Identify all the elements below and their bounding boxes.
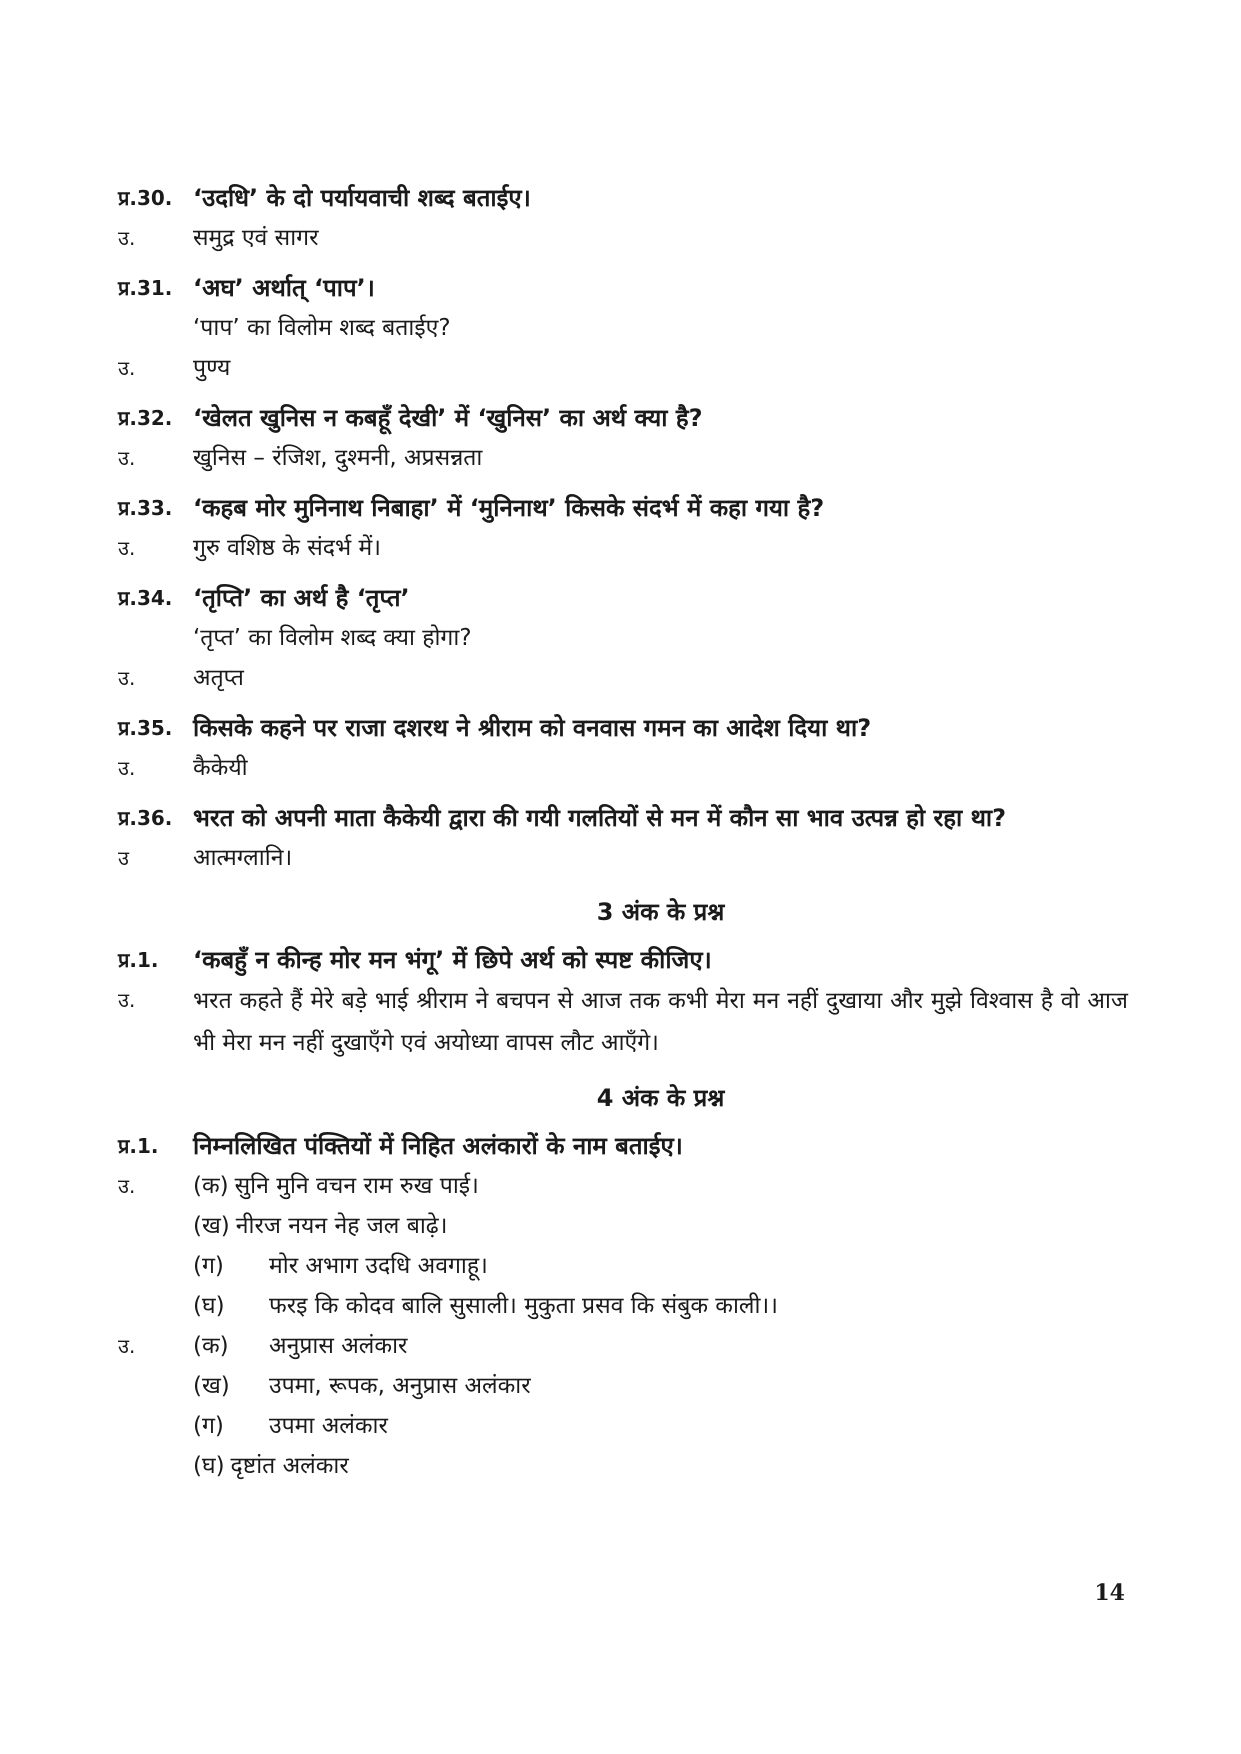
answer-list <box>193 1326 1128 1486</box>
content <box>118 178 1128 1496</box>
question-text: ‘खेलत खुनिस न कबहूँ देखी’ में ‘खुनिस’ का अर्थ क्या है? <box>193 404 703 432</box>
answer-item-label: (क) <box>193 1333 229 1359</box>
question-subtext: ‘तृप्त’ का विलोम शब्द क्या होगा? <box>193 625 472 651</box>
answer-text: आत्मग्लानि। <box>193 845 293 871</box>
question-number: प्र.33. <box>118 496 173 520</box>
answer-label: उ <box>118 846 129 870</box>
question-text: ‘तृप्ति’ का अर्थ है ‘तृप्त’ <box>193 584 410 612</box>
question-number: प्र.31. <box>118 276 173 300</box>
answer-text: अतृप्त <box>193 665 244 691</box>
answer-item-label: (घ) <box>193 1453 225 1479</box>
answer-text: भरत कहते हैं मेरे बड़े भाई श्रीराम ने बचपन से आज तक कभी मेरा मन नहीं दुखाया और मुझे विश्वास है वो आज भी मेरा मन नहीं दुखाएँगे एवं अयोध्या वापस लौट आएँगे। <box>193 988 1128 1056</box>
question-36 <box>118 798 1128 878</box>
question-number: प्र.32. <box>118 406 173 430</box>
question-number: प्र.34. <box>118 586 173 610</box>
answer-text: समुद्र एवं सागर <box>193 225 319 251</box>
question-text: ‘कहब मोर मुनिनाथ निबाहा’ में ‘मुनिनाथ’ किसके संदर्भ में कहा गया है? <box>193 494 825 522</box>
question-35 <box>118 708 1128 788</box>
answer-item-text: उपमा अलंकार <box>269 1413 388 1439</box>
answer-item-label: (ख) <box>193 1373 230 1399</box>
question-33 <box>118 488 1128 568</box>
question-text: ‘कबहुँ न कीन्ह मोर मन भंगू’ में छिपे अर्थ को स्पष्ट कीजिए। <box>193 946 712 974</box>
answer-label: उ. <box>118 666 136 690</box>
line-label: (ख) <box>193 1213 230 1239</box>
poetry-line <box>193 1286 1128 1326</box>
poetry-line <box>193 1246 1128 1286</box>
poetry-lines <box>193 1166 1128 1326</box>
question-34 <box>118 578 1128 698</box>
question-number: प्र.1. <box>118 1134 159 1158</box>
line-text: सुनि मुनि वचन राम रुख पाई। <box>234 1173 479 1199</box>
question-text: ‘उदधि’ के दो पर्यायवाची शब्द बताईए। <box>193 184 531 212</box>
question-number: प्र.30. <box>118 186 173 210</box>
answer-label: उ. <box>118 1174 136 1198</box>
question-number: प्र.35. <box>118 716 173 740</box>
answer-label: उ. <box>118 226 136 250</box>
question-31 <box>118 268 1128 388</box>
answer-text: खुनिस – रंजिश, दुश्मनी, अप्रसन्नता <box>193 445 483 471</box>
answer-item-text: अनुप्रास अलंकार <box>269 1333 408 1359</box>
answer-label: उ. <box>118 756 136 780</box>
question-text: किसके कहने पर राजा दशरथ ने श्रीराम को वनवास गमन का आदेश दिया था? <box>193 714 872 742</box>
answer-label: उ. <box>118 988 136 1012</box>
answer-label: उ. <box>118 1334 136 1358</box>
answer-item <box>193 1366 1128 1406</box>
question-32 <box>118 398 1128 478</box>
answer-item-text: उपमा, रूपक, अनुप्रास अलंकार <box>269 1373 531 1399</box>
poetry-line <box>193 1206 1128 1246</box>
section-heading-4-marks: 4 अंक के प्रश्न <box>596 1084 725 1112</box>
question-number: प्र.1. <box>118 948 159 972</box>
line-text: फरइ कि कोदव बालि सुसाली। मुकुता प्रसव कि संबुक काली।। <box>269 1293 778 1319</box>
line-label: (घ) <box>193 1293 225 1319</box>
answer-label: उ. <box>118 446 136 470</box>
question-text: भरत को अपनी माता कैकेयी द्वारा की गयी गलतियों से मन में कौन सा भाव उत्पन्न हो रहा था? <box>193 804 1007 832</box>
poetry-line <box>193 1166 1128 1206</box>
answer-text: पुण्य <box>193 355 231 381</box>
answer-label: उ. <box>118 356 136 380</box>
question-number: प्र.36. <box>118 806 173 830</box>
line-label: (ग) <box>193 1253 224 1279</box>
line-text: नीरज नयन नेह जल बाढ़े। <box>235 1213 448 1239</box>
answer-text: गुरु वशिष्ठ के संदर्भ में। <box>193 535 381 561</box>
answer-item <box>193 1406 1128 1446</box>
answer-item-text: दृष्टांत अलंकार <box>230 1453 349 1479</box>
question-subtext: ‘पाप’ का विलोम शब्द बताईए? <box>193 315 451 341</box>
answer-label: उ. <box>118 536 136 560</box>
question-text: निम्नलिखित पंक्तियों में निहित अलंकारों के नाम बताईए। <box>193 1132 683 1160</box>
answer-item <box>193 1326 1128 1366</box>
answer-item-label: (ग) <box>193 1413 224 1439</box>
question-30 <box>118 178 1128 258</box>
answer-item <box>193 1446 1128 1486</box>
question-text: ‘अघ’ अर्थात् ‘पाप’। <box>193 274 375 302</box>
line-label: (क) <box>193 1173 229 1199</box>
page-number: 14 <box>1094 1580 1125 1606</box>
section4-question-1 <box>118 1126 1128 1486</box>
section3-question-1 <box>118 940 1128 1064</box>
line-text: मोर अभाग उदधि अवगाहू। <box>269 1253 488 1279</box>
answer-text: कैकेयी <box>193 755 248 781</box>
section-heading-3-marks: 3 अंक के प्रश्न <box>596 898 725 926</box>
